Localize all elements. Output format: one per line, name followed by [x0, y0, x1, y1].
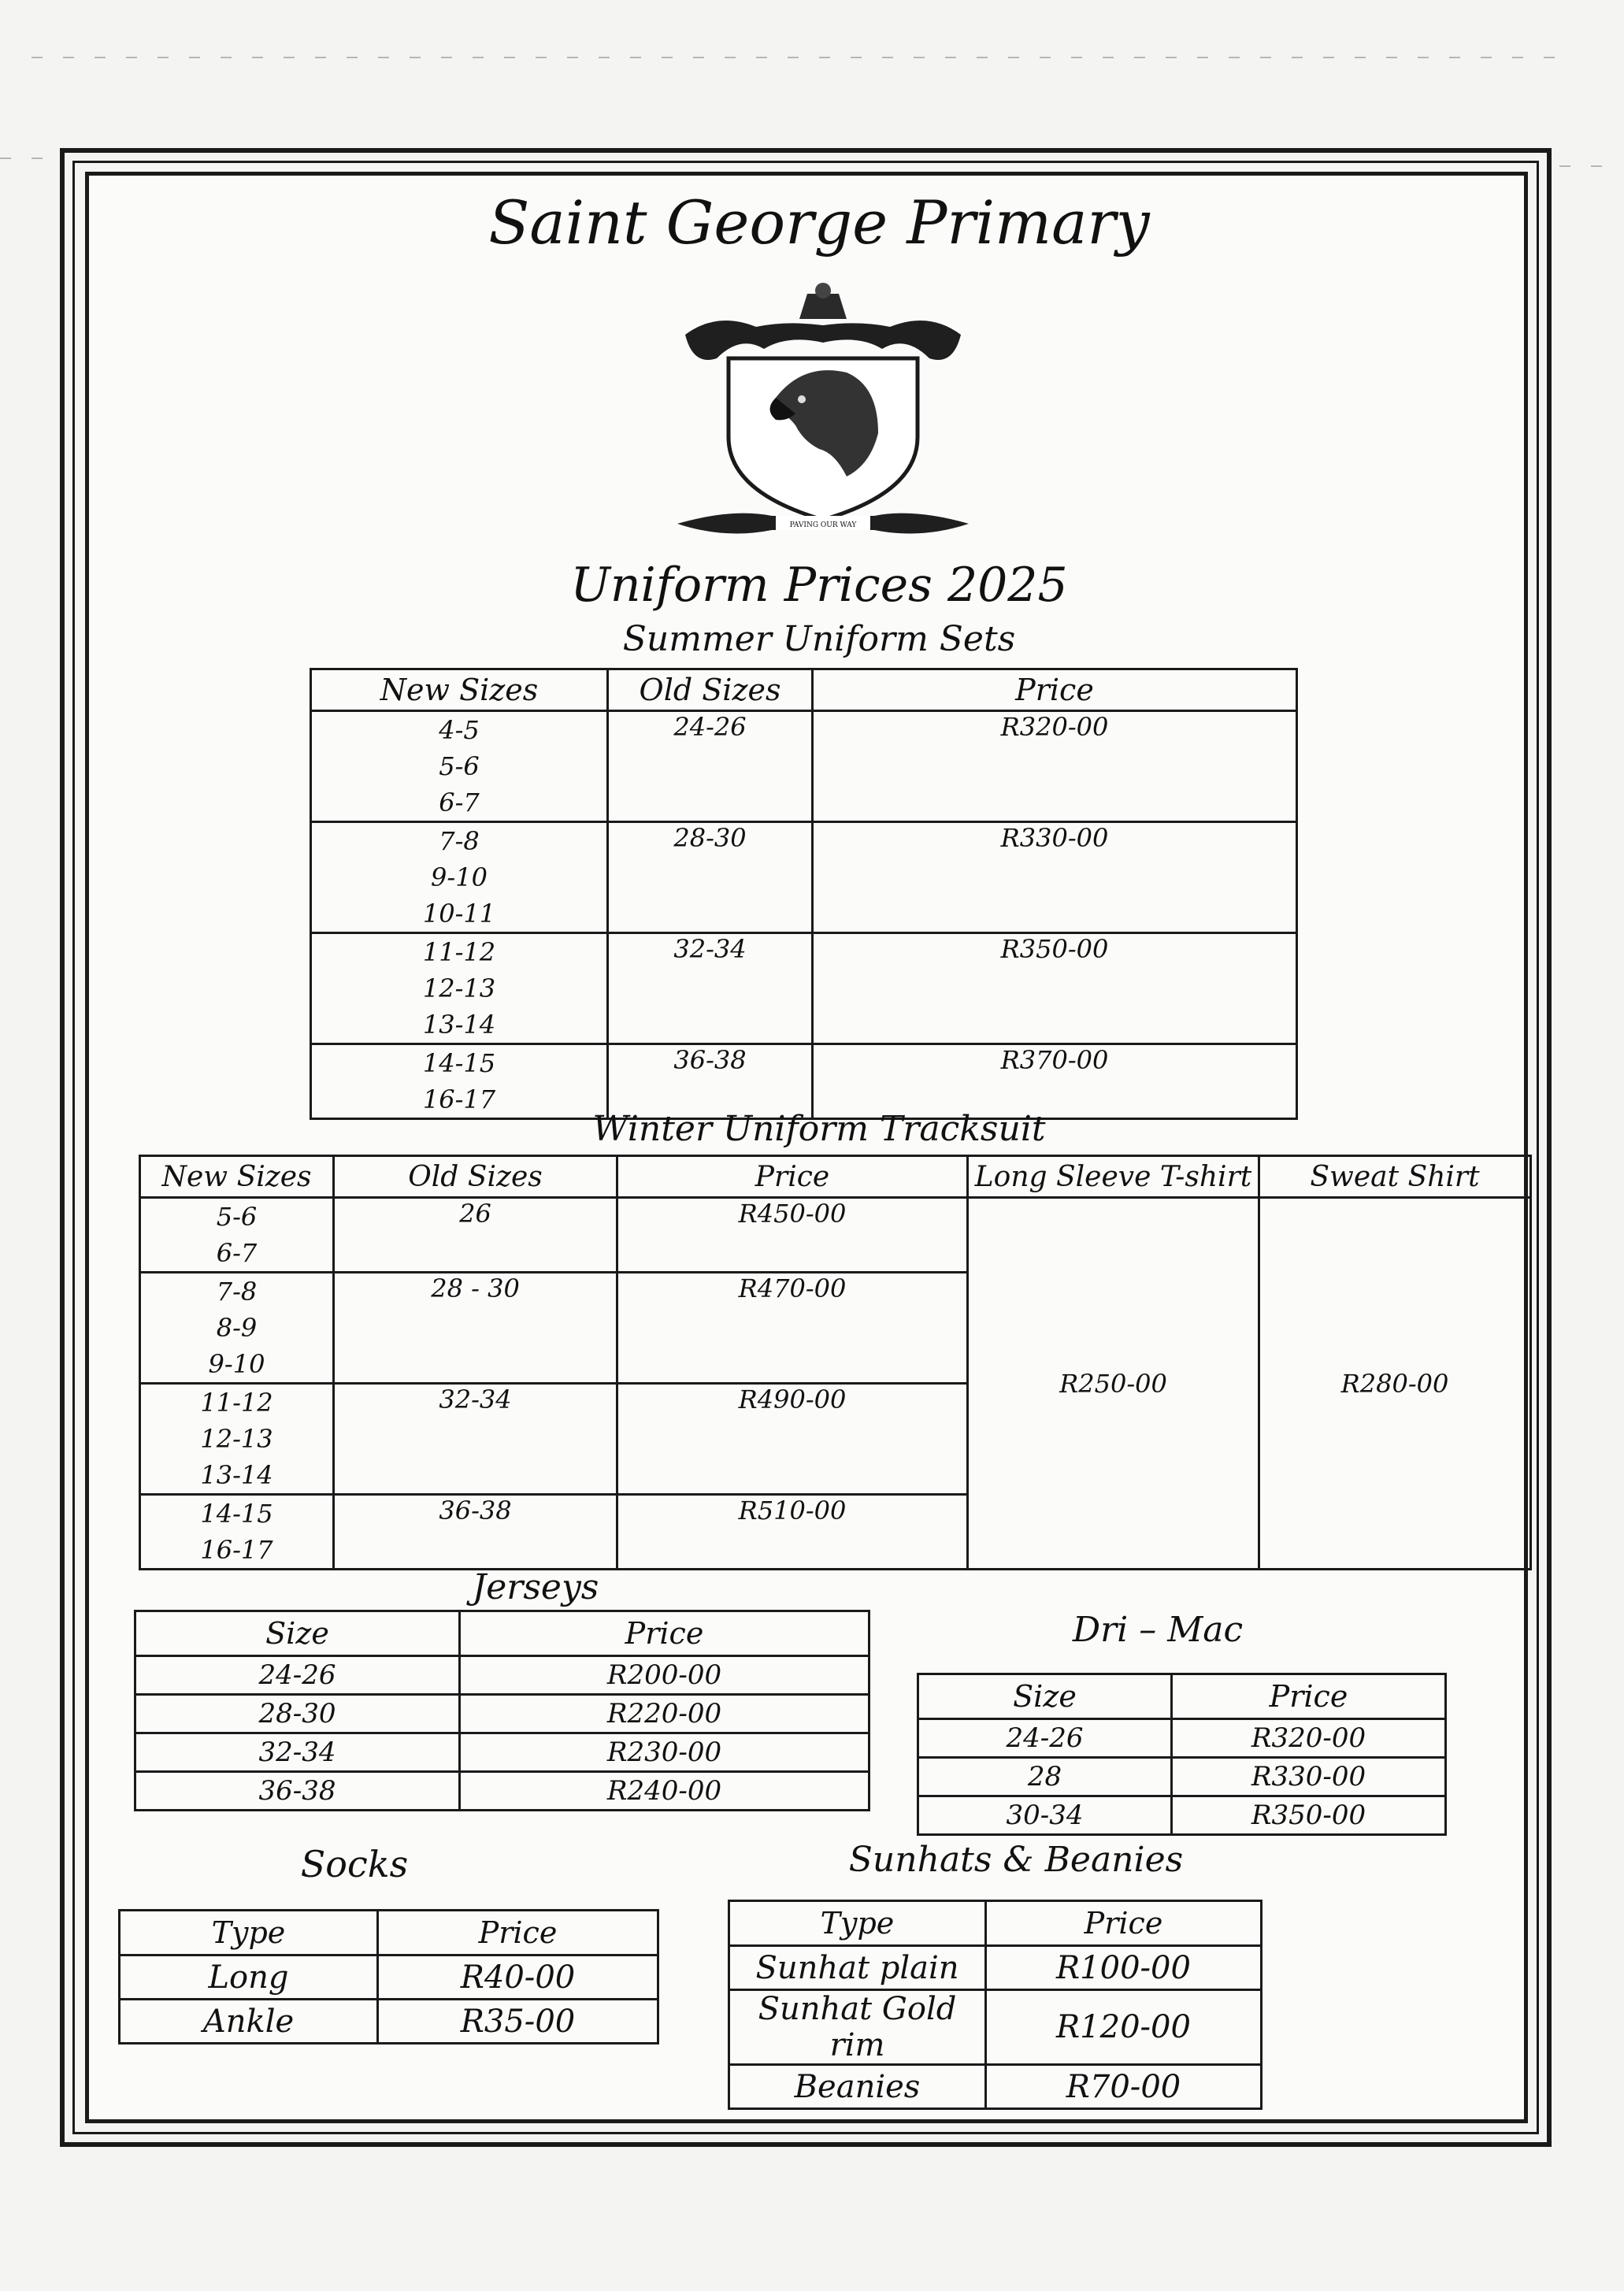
size-new: 13-14 [200, 1460, 273, 1490]
price: R220-00 [460, 1695, 869, 1733]
table-row [918, 1719, 1446, 1758]
sweat-shirt-price: R280-00 [1259, 1198, 1531, 1570]
size-new: 12-13 [200, 1424, 273, 1454]
size-old: 32-34 [334, 1384, 617, 1495]
size-new: 5-6 [439, 751, 480, 781]
col-header-type: Type [120, 1911, 378, 1956]
price: R320-00 [813, 711, 1297, 822]
size-old: 32-34 [608, 933, 813, 1044]
size-new: 16-17 [422, 1084, 496, 1114]
col-header-price: Price [460, 1611, 869, 1656]
price: R490-00 [617, 1384, 968, 1495]
type: Sunhat plain [729, 1946, 986, 1990]
long-sleeve-price: R250-00 [968, 1198, 1259, 1570]
page-title: Uniform Prices 2025 [570, 558, 1068, 613]
jerseys-table [134, 1610, 870, 1811]
size: 32-34 [135, 1733, 460, 1772]
size-old: 28 - 30 [334, 1273, 617, 1384]
price: R230-00 [460, 1733, 869, 1772]
col-header-price: Price [617, 1156, 968, 1198]
table-row [120, 2000, 658, 2044]
summer-table [310, 668, 1298, 1120]
size-new: 14-15 [422, 1048, 496, 1078]
size-old: 36-38 [608, 1044, 813, 1119]
table-row [135, 1733, 869, 1772]
jerseys-title: Jerseys [472, 1567, 599, 1607]
price: R330-00 [813, 822, 1297, 933]
table-row [311, 1044, 1297, 1119]
price: R100-00 [986, 1946, 1262, 1990]
size-new: 5-6 [216, 1202, 258, 1232]
size-new: 7-8 [216, 1277, 258, 1307]
size: 28-30 [135, 1695, 460, 1733]
table-row [729, 1946, 1262, 1990]
type: Sunhat Gold rim [729, 1990, 986, 2065]
col-header-new-sizes: New Sizes [311, 669, 608, 711]
price: R330-00 [1172, 1758, 1446, 1796]
size-new: 11-12 [422, 937, 496, 967]
price: R510-00 [617, 1495, 968, 1570]
price: R200-00 [460, 1656, 869, 1695]
table-row [135, 1772, 869, 1811]
size-new: 10-11 [422, 899, 496, 929]
school-crest-logo [669, 280, 977, 539]
price: R350-00 [1172, 1796, 1446, 1835]
price: R350-00 [813, 933, 1297, 1044]
table-row [311, 933, 1297, 1044]
price: R370-00 [813, 1044, 1297, 1119]
winter-table [139, 1155, 1532, 1570]
table-row [918, 1796, 1446, 1835]
size: 24-26 [135, 1656, 460, 1695]
drimac-table [917, 1673, 1447, 1836]
price: R320-00 [1172, 1719, 1446, 1758]
type: Ankle [120, 2000, 378, 2044]
drimac-title: Dri – Mac [1072, 1610, 1244, 1650]
table-row [135, 1695, 869, 1733]
size-new: 4-5 [439, 715, 480, 745]
size-new: 9-10 [208, 1349, 265, 1379]
size-new: 13-14 [422, 1010, 496, 1040]
table-row [135, 1656, 869, 1695]
col-header-type: Type [729, 1901, 986, 1946]
size-new: 14-15 [200, 1499, 273, 1529]
size-new: 8-9 [216, 1313, 258, 1343]
col-header-sweat-shirt: Sweat Shirt [1259, 1156, 1531, 1198]
table-row [729, 1990, 1262, 2065]
col-header-long-sleeve: Long Sleeve T-shirt [968, 1156, 1259, 1198]
size-new: 16-17 [200, 1535, 273, 1565]
crest-motto: PAVING OUR WAY [789, 521, 857, 529]
size: 24-26 [918, 1719, 1172, 1758]
size-old: 28-30 [608, 822, 813, 933]
sunhats-title: Sunhats & Beanies [848, 1840, 1184, 1880]
col-header-old-sizes: Old Sizes [334, 1156, 617, 1198]
price: R240-00 [460, 1772, 869, 1811]
size: 28 [918, 1758, 1172, 1796]
table-row [311, 711, 1297, 822]
price: R450-00 [617, 1198, 968, 1273]
size-new: 12-13 [422, 973, 496, 1003]
size-new: 6-7 [216, 1238, 258, 1268]
col-header-price: Price [986, 1901, 1262, 1946]
sunhats-table [728, 1900, 1262, 2110]
size: 36-38 [135, 1772, 460, 1811]
table-row [918, 1758, 1446, 1796]
size-new: 11-12 [200, 1388, 273, 1418]
type: Long [120, 1956, 378, 2000]
table-row [140, 1198, 1531, 1273]
col-header-new-sizes: New Sizes [140, 1156, 334, 1198]
scan-artifact [1559, 165, 1622, 167]
price: R470-00 [617, 1273, 968, 1384]
winter-title: Winter Uniform Tracksuit [592, 1109, 1046, 1149]
school-name: Saint George Primary [488, 187, 1150, 258]
col-header-old-sizes: Old Sizes [608, 669, 813, 711]
scan-artifact [32, 57, 1575, 58]
price: R120-00 [986, 1990, 1262, 2065]
socks-title: Socks [300, 1843, 409, 1885]
col-header-price: Price [813, 669, 1297, 711]
col-header-size: Size [135, 1611, 460, 1656]
col-header-price: Price [1172, 1674, 1446, 1719]
table-row [311, 822, 1297, 933]
col-header-price: Price [378, 1911, 658, 1956]
col-header-size: Size [918, 1674, 1172, 1719]
price: R70-00 [986, 2065, 1262, 2109]
size-new: 9-10 [431, 862, 488, 892]
table-row [729, 2065, 1262, 2109]
size-new: 7-8 [439, 826, 480, 856]
type: Beanies [729, 2065, 986, 2109]
size: 30-34 [918, 1796, 1172, 1835]
scan-artifact [0, 158, 63, 159]
socks-table [118, 1909, 659, 2044]
summer-title: Summer Uniform Sets [622, 619, 1016, 659]
price: R35-00 [378, 2000, 658, 2044]
size-old: 26 [334, 1198, 617, 1273]
price: R40-00 [378, 1956, 658, 2000]
size-old: 36-38 [334, 1495, 617, 1570]
size-old: 24-26 [608, 711, 813, 822]
table-row [120, 1956, 658, 2000]
size-new: 6-7 [439, 788, 480, 817]
